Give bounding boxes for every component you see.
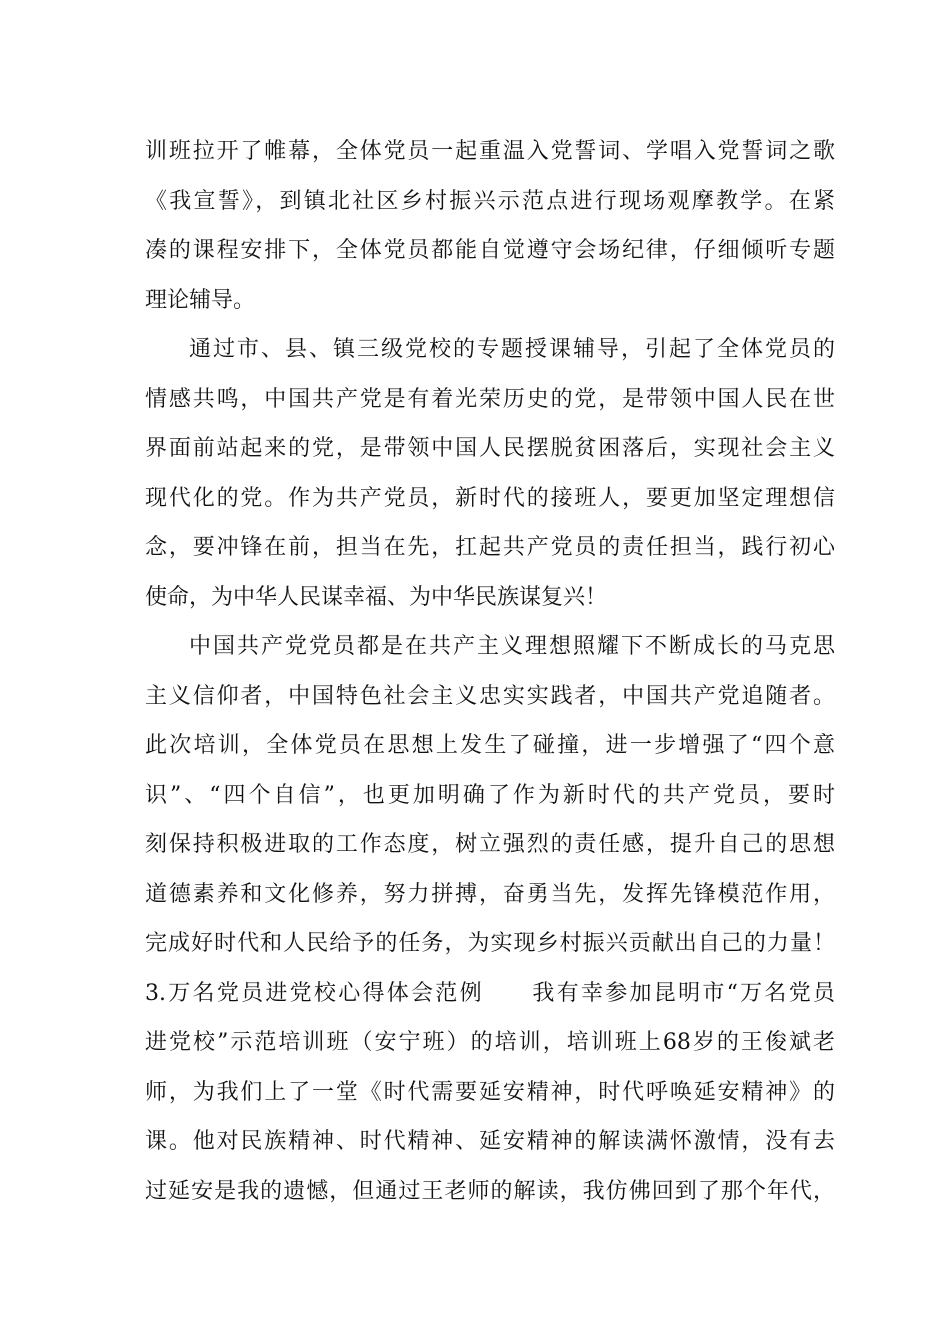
text-line: 此次培训，全体党员在思想上发生了碰撞，进一步增强了“四个意 bbox=[145, 733, 835, 758]
text-line: 训班拉开了帷幕，全体党员一起重温入党誓词、学唱入党誓词之歌 bbox=[145, 139, 835, 164]
text-line: 课。他对民族精神、时代精神、延安精神的解读满怀激情，没有去 bbox=[145, 1129, 835, 1154]
text-line: 主义信仰者，中国特色社会主义忠实实践者，中国共产党追随者。 bbox=[145, 683, 835, 709]
text-line: 通过市、县、镇三级党校的专题授课辅导，引起了全体党员的 bbox=[189, 337, 835, 362]
text-line: 念，要冲锋在前，担当在先，扛起共产党员的责任担当，践行初心 bbox=[145, 535, 835, 560]
text-line: 理论辅导。 bbox=[145, 287, 256, 313]
text-line: 界面前站起来的党，是带领中国人民摆脱贫困落后，实现社会主义 bbox=[145, 436, 835, 461]
text-line: 中国共产党党员都是在共产主义理想照耀下不断成长的马克思 bbox=[189, 634, 835, 659]
text-line: 过延安是我的遗憾，但通过王老师的解读，我仿佛回到了那个年代， bbox=[145, 1178, 835, 1204]
text-line: 完成好时代和人民给予的任务，为实现乡村振兴贡献出自己的力量！ bbox=[145, 931, 835, 956]
text-line: 凑的课程安排下，全体党员都能自觉遵守会场纪律，仔细倾听专题 bbox=[145, 238, 835, 263]
text-line: 3.万名党员进党校心得体会范例 我有幸参加昆明市“万名党员 bbox=[145, 980, 835, 1006]
text-line: 进党校”示范培训班（安宁班）的培训，培训班上68岁的王俊斌老 bbox=[145, 1030, 835, 1055]
document-body bbox=[145, 127, 835, 1216]
text-line: 道德素养和文化修养，努力拼搏，奋勇当先，发挥先锋模范作用， bbox=[145, 881, 835, 907]
text-line: 使命，为中华人民谋幸福、为中华民族谋复兴！ bbox=[145, 584, 608, 610]
text-line: 识”、“四个自信”，也更加明确了作为新时代的共产党员，要时 bbox=[145, 782, 835, 808]
text-line: 《我宣誓》，到镇北社区乡村振兴示范点进行现场观摩教学。在紧 bbox=[145, 188, 835, 214]
text-line: 情感共鸣，中国共产党是有着光荣历史的党，是带领中国人民在世 bbox=[145, 386, 835, 412]
text-line: 刻保持积极进取的工作态度，树立强烈的责任感，提升自己的思想 bbox=[145, 832, 835, 857]
text-line: 现代化的党。作为共产党员，新时代的接班人，要更加坚定理想信 bbox=[145, 485, 835, 511]
text-line: 师，为我们上了一堂《时代需要延安精神，时代呼唤延安精神》的 bbox=[145, 1079, 835, 1105]
